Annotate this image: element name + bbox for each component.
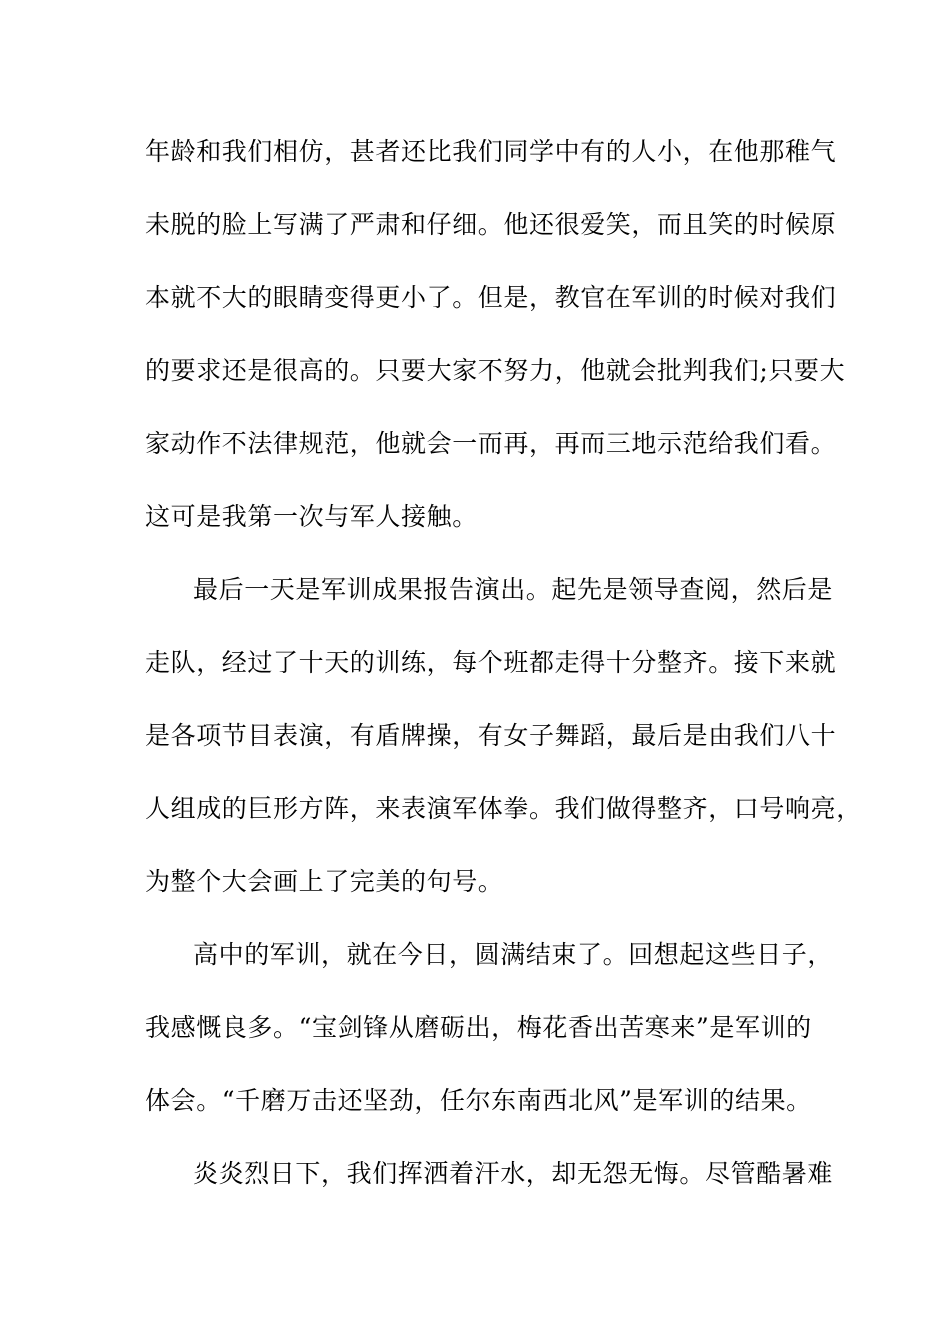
paragraph-first-line: 高中的军训，就在今日，圆满结束了。回想起这些日子， [193, 940, 834, 969]
text-line: 体会。“千磨万击还坚劲，任尔东南西北风”是军训的结果。 [145, 1086, 812, 1115]
text-line: 是各项节目表演，有盾牌操，有女子舞蹈，最后是由我们八十 [145, 721, 837, 750]
paragraph-first-line: 最后一天是军训成果报告演出。起先是领导查阅，然后是 [193, 575, 834, 604]
text-line: 走队，经过了十天的训练，每个班都走得十分整齐。接下来就 [145, 648, 837, 677]
text-line: 为整个大会画上了完美的句号。 [145, 867, 504, 896]
paragraph-first-line: 炎炎烈日下，我们挥洒着汗水，却无怨无悔。尽管酷暑难 [193, 1159, 834, 1188]
text-line: 家动作不法律规范，他就会一而再，再而三地示范给我们看。 [145, 429, 837, 458]
text-line: 年龄和我们相仿，甚者还比我们同学中有的人小，在他那稚气 [145, 137, 837, 166]
text-line: 的要求还是很高的。只要大家不努力，他就会批判我们;只要大 [145, 356, 846, 385]
text-line: 人组成的巨形方阵，来表演军体拳。我们做得整齐，口号响亮， [145, 794, 862, 823]
text-line: 本就不大的眼睛变得更小了。但是，教官在军训的时候对我们 [145, 283, 837, 312]
text-line: 我感慨良多。“宝剑锋从磨砺出，梅花香出苦寒来”是军训的 [145, 1013, 812, 1042]
text-line: 这可是我第一次与军人接触。 [145, 502, 478, 531]
text-line: 未脱的脸上写满了严肃和仔细。他还很爱笑，而且笑的时候原 [145, 210, 837, 239]
